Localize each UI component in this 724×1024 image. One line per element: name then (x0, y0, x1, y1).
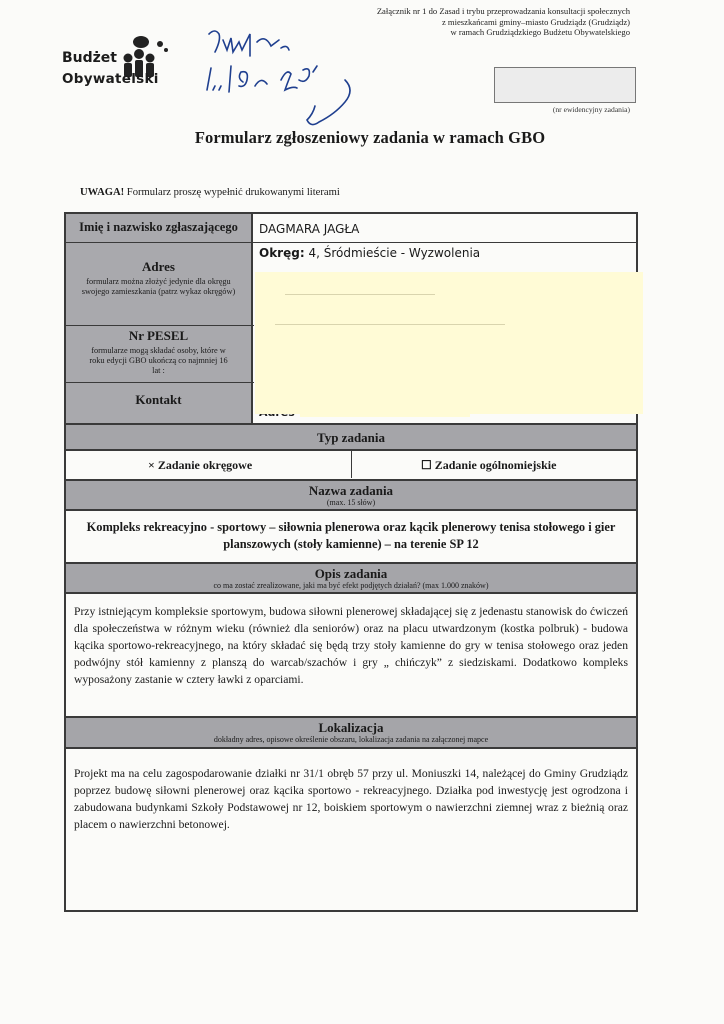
attachment-note (330, 6, 630, 38)
pesel-label-cell (66, 326, 253, 382)
registration-number-label: (nr ewidencyjny zadania) (552, 105, 630, 114)
warning-label: UWAGA! (80, 187, 125, 198)
name-label: Imię i nazwisko zgłaszającego (79, 220, 238, 234)
task-name-subtitle: (max. 15 słów) (326, 498, 376, 507)
pesel-note: formularze mogą składać osoby, które w roku edycji GBO ukończą co najmniej 16 lat : (89, 346, 228, 375)
name-label-cell (66, 214, 253, 242)
location-header (66, 716, 636, 749)
location-subtitle: dokładny adres, opisowe określenie obszaru, lokalizacja zadania na załączonej mapce (213, 735, 489, 744)
warning-text: Formularz proszę wypełnić drukowanymi literami (126, 187, 340, 198)
attachment-line-1: Załącznik nr 1 do Zasad i trybu przeprowadzania konsultacji społecznych (376, 6, 630, 16)
pesel-label: Nr PESEL (128, 328, 189, 343)
option-district-task[interactable]: × Zadanie okręgowe (148, 458, 253, 472)
location-title: Lokalizacja (318, 720, 384, 735)
logo-text-obywatelski: Obywatelski (62, 71, 159, 87)
task-name-title: Nazwa zadania (308, 483, 394, 498)
description-value: Przy istniejącym kompleksie sportowym, budowa siłowni plenerowej składającej się z jedenastu stanowisk do ćwiczeń dla społeczeństwa w różnym wieku (również dla seniorów) oraz na placu utwardzonym (kostka polbruk) - budowa kącika sportowo-rekreacyjnego, na który składać się będą trzy stoły kamienne do gry w tenisa stołowego oraz jeden podwójny stół kamienny z planszą do warcab/szachów i gry „ chińczyk” z siedziskami. Dodatkowo kompleks wyposażony zastanie w cztery ławki z oparciami. (74, 605, 628, 686)
budget-logo (62, 34, 187, 96)
description-subtitle: co ma zostać zrealizowane, jaki ma być efekt podjętych działań? (max 1.000 znaków) (213, 581, 489, 590)
task-type-header (66, 423, 636, 451)
address-label: Adres (142, 259, 175, 274)
description-header (66, 562, 636, 594)
task-type-title: Typ zadania (316, 430, 386, 445)
address-label-cell (66, 243, 253, 325)
contact-label: Kontakt (135, 392, 182, 407)
logo-text-budzet: Budżet (62, 50, 117, 66)
district-value: 4, Śródmieście - Wyzwolenia (308, 246, 481, 260)
instruction-warning (80, 187, 340, 198)
handwritten-signature (195, 20, 375, 135)
attachment-line-3: w ramach Grudziądzkiego Budżetu Obywatelskiego (450, 27, 630, 37)
redaction-sticky-note (255, 272, 643, 414)
registration-number-box (494, 67, 636, 103)
description-title: Opis zadania (314, 566, 388, 581)
form-title: Formularz zgłoszeniowy zadania w ramach GBO (194, 128, 546, 147)
applicant-name-value: DAGMARA JAGŁA (259, 222, 360, 236)
district-label: Okręg: (259, 246, 305, 260)
task-name-value: Kompleks rekreacyjno - sportowy – siłownia plenerowa oraz kącik plenerowy tenisa stołowego i gier planszowych (stoły kamienne) – na terenie SP 12 (86, 520, 616, 551)
redaction-sticky-note-small (300, 401, 470, 417)
district-row (259, 246, 480, 260)
option-citywide-task[interactable]: ☐ Zadanie ogólnomiejskie (421, 458, 557, 472)
task-name-header (66, 479, 636, 511)
attachment-line-2: z mieszkańcami gminy–miasto Grudziądz (Grudziądz) (441, 16, 630, 27)
location-value: Projekt ma na celu zagospodarowanie działki nr 31/1 obręb 57 przy ul. Moniuszki 14, należącej do Gminy Grudziądz poprzez budowę siłowni plenerowej oraz kącika sportowo - rekreacyjnego. Działka pod inwestycję jest ogrodzona i zabudowana budynkami Szkoły Podstawowej nr 12, boiskiem sportowym o nawierzchni ziemnej wraz z bieżnią oraz placem o nawierzchni betonowej. (74, 767, 628, 831)
address-note: formularz można złożyć jedynie dla okręgu swojego zamieszkania (patrz wykaz okręgów) (81, 277, 236, 296)
divider (351, 451, 352, 478)
contact-label-cell (66, 383, 253, 423)
